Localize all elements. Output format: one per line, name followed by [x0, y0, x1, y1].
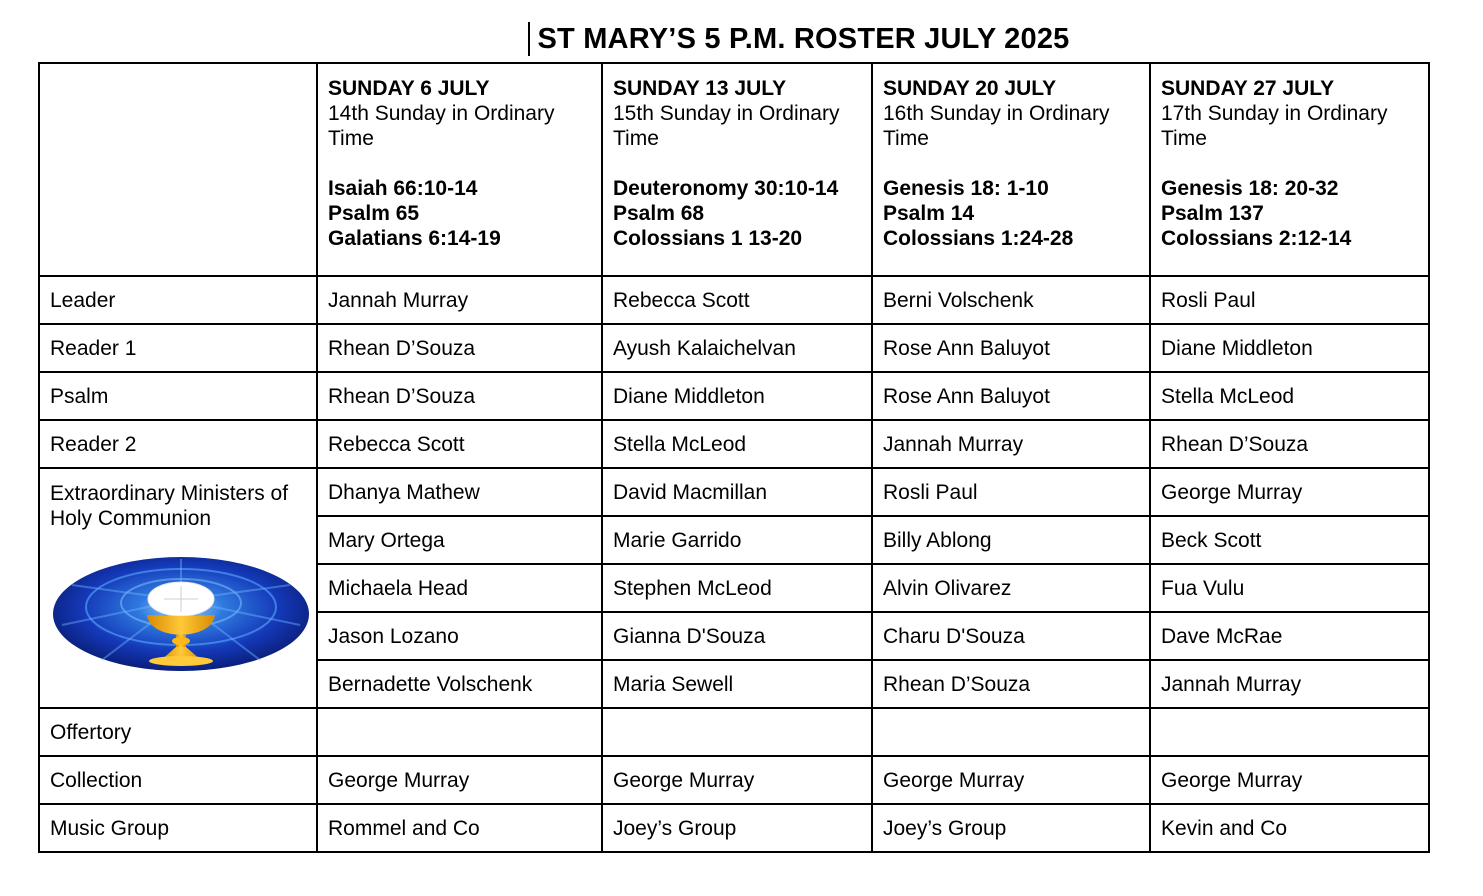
- emhc-row: [39, 468, 1429, 516]
- roster-cell: Rhean D’Souza: [317, 324, 602, 372]
- reading-2: Colossians 1 13-20: [613, 227, 803, 250]
- roster-cell: David Macmillan: [602, 468, 872, 516]
- reading-psalm: Psalm 68: [613, 202, 705, 225]
- roster-cell: George Murray: [872, 756, 1150, 804]
- readings: [883, 176, 1139, 251]
- reading-psalm: Psalm 137: [1161, 202, 1264, 225]
- sunday-season: 16th Sunday in Ordinary Time: [883, 102, 1110, 150]
- roster-cell: George Murray: [602, 756, 872, 804]
- roster-cell: Charu D'Souza: [872, 612, 1150, 660]
- roster-cell: Rhean D’Souza: [1150, 420, 1429, 468]
- role-label: Leader: [39, 276, 317, 324]
- reading-2: Galatians 6:14-19: [328, 227, 501, 250]
- reading-1: Genesis 18: 20-32: [1161, 177, 1339, 200]
- roster-cell: George Murray: [1150, 756, 1429, 804]
- roster-cell: Beck Scott: [1150, 516, 1429, 564]
- roster-cell: Rhean D’Souza: [872, 660, 1150, 708]
- roster-cell: [1150, 708, 1429, 756]
- page-title: ST MARY’S 5 P.M. ROSTER JULY 2025: [528, 22, 1069, 56]
- roster-cell: Jason Lozano: [317, 612, 602, 660]
- reading-psalm: Psalm 14: [883, 202, 975, 225]
- offertory-row: [39, 708, 1429, 756]
- roster-cell: Berni Volschenk: [872, 276, 1150, 324]
- roster-table: [38, 62, 1430, 853]
- leader-row: [39, 276, 1429, 324]
- roster-cell: Rhean D’Souza: [317, 372, 602, 420]
- roster-cell: Stella McLeod: [602, 420, 872, 468]
- roster-cell: Jannah Murray: [1150, 660, 1429, 708]
- role-label: Psalm: [39, 372, 317, 420]
- sunday-header: [602, 63, 872, 276]
- roster-cell: Fua Vulu: [1150, 564, 1429, 612]
- roster-cell: Joey’s Group: [872, 804, 1150, 852]
- roster-cell: Marie Garrido: [602, 516, 872, 564]
- readings: [328, 176, 591, 251]
- chalice-host-icon: [52, 555, 310, 673]
- roster-cell: George Murray: [1150, 468, 1429, 516]
- reader2-row: [39, 420, 1429, 468]
- roster-cell: Rose Ann Baluyot: [872, 372, 1150, 420]
- music-group-row: [39, 804, 1429, 852]
- roster-cell: Joey’s Group: [602, 804, 872, 852]
- sunday-date: SUNDAY 20 JULY: [883, 77, 1057, 100]
- roster-cell: Billy Ablong: [872, 516, 1150, 564]
- roster-cell: Ayush Kalaichelvan: [602, 324, 872, 372]
- roster-cell: [872, 708, 1150, 756]
- reading-2: Colossians 1:24-28: [883, 227, 1074, 250]
- sunday-header: [317, 63, 602, 276]
- roster-cell: [317, 708, 602, 756]
- roster-cell: Rosli Paul: [1150, 276, 1429, 324]
- role-label: Reader 1: [39, 324, 317, 372]
- sunday-season: 17th Sunday in Ordinary Time: [1161, 102, 1388, 150]
- roster-cell: Rebecca Scott: [317, 420, 602, 468]
- roster-cell: Dave McRae: [1150, 612, 1429, 660]
- roster-cell: Michaela Head: [317, 564, 602, 612]
- roster-cell: Rose Ann Baluyot: [872, 324, 1150, 372]
- collection-row: [39, 756, 1429, 804]
- readings: [1161, 176, 1418, 251]
- corner-cell: [39, 63, 317, 276]
- sunday-date: SUNDAY 27 JULY: [1161, 77, 1335, 100]
- roster-cell: Stephen McLeod: [602, 564, 872, 612]
- role-label: Reader 2: [39, 420, 317, 468]
- readings: [613, 176, 861, 251]
- psalm-row: [39, 372, 1429, 420]
- role-label: Music Group: [39, 804, 317, 852]
- role-label: Extraordinary Ministers of Holy Communion: [50, 482, 289, 530]
- roster-cell: Diane Middleton: [1150, 324, 1429, 372]
- roster-cell: Gianna D'Souza: [602, 612, 872, 660]
- sunday-season: 14th Sunday in Ordinary Time: [328, 102, 555, 150]
- roster-cell: Alvin Olivarez: [872, 564, 1150, 612]
- roster-cell: Diane Middleton: [602, 372, 872, 420]
- roster-cell: George Murray: [317, 756, 602, 804]
- roster-cell: Mary Ortega: [317, 516, 602, 564]
- roster-cell: Rommel and Co: [317, 804, 602, 852]
- roster-cell: Stella McLeod: [1150, 372, 1429, 420]
- reader1-row: [39, 324, 1429, 372]
- header-row: [39, 63, 1429, 276]
- sunday-season: 15th Sunday in Ordinary Time: [613, 102, 840, 150]
- roster-cell: Jannah Murray: [317, 276, 602, 324]
- sunday-date: SUNDAY 6 JULY: [328, 77, 490, 100]
- role-label: Collection: [39, 756, 317, 804]
- reading-1: Isaiah 66:10-14: [328, 177, 478, 200]
- reading-2: Colossians 2:12-14: [1161, 227, 1352, 250]
- reading-1: Deuteronomy 30:10-14: [613, 177, 839, 200]
- title-wrap: [0, 22, 1483, 56]
- reading-1: Genesis 18: 1-10: [883, 177, 1049, 200]
- roster-cell: Dhanya Mathew: [317, 468, 602, 516]
- roster-cell: Rosli Paul: [872, 468, 1150, 516]
- sunday-header: [1150, 63, 1429, 276]
- roster-cell: Jannah Murray: [872, 420, 1150, 468]
- roster-cell: [602, 708, 872, 756]
- roster-cell: Rebecca Scott: [602, 276, 872, 324]
- role-label: Offertory: [39, 708, 317, 756]
- emhc-label-cell: [39, 468, 317, 708]
- roster-cell: Kevin and Co: [1150, 804, 1429, 852]
- roster-cell: Maria Sewell: [602, 660, 872, 708]
- roster-cell: Bernadette Volschenk: [317, 660, 602, 708]
- sunday-header: [872, 63, 1150, 276]
- reading-psalm: Psalm 65: [328, 202, 420, 225]
- sunday-date: SUNDAY 13 JULY: [613, 77, 787, 100]
